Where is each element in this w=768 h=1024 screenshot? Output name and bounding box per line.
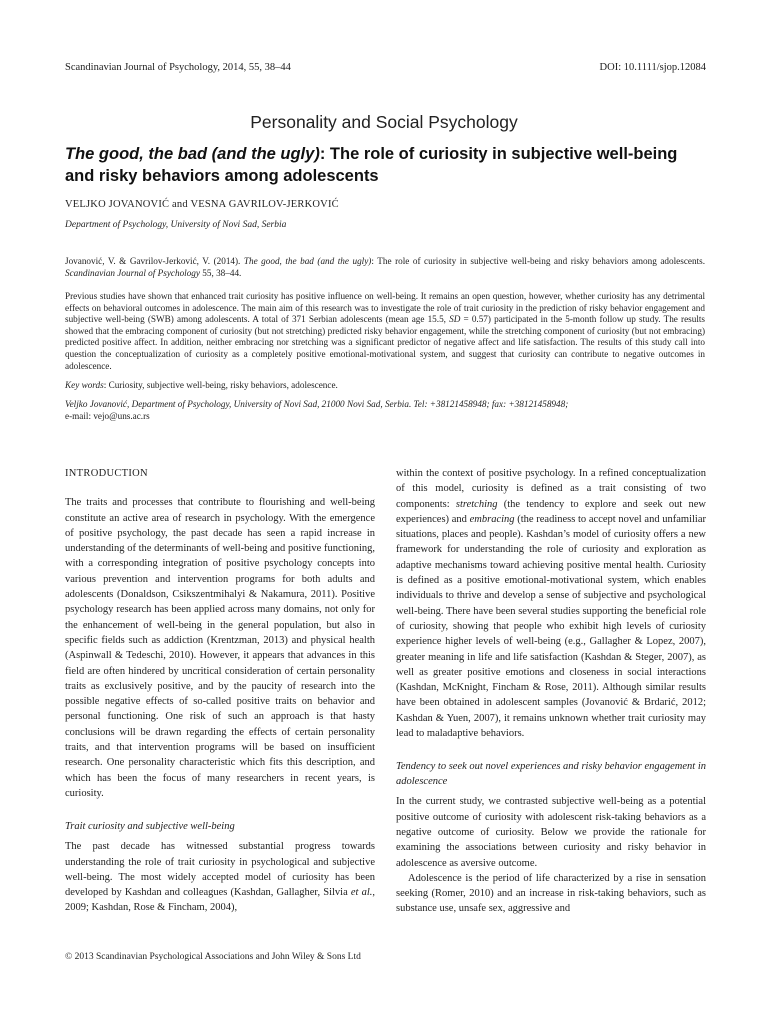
- abstract-part-2: = 0.57) participated in the 5-month follow up study. The results showed that the embracing component of curiosity (but not stretching) predicted risky behavior engagement, while the stretching component of curiosity (but not embracing) predicted positive affect. In addition, neither embracing nor stretching was a significant predictor of negative affect and life satisfaction. The results of this study call into question the conceptualization of curiosity as a completely positive emotional-motivational system, and suggest that curiosity can contribute to negative outcomes in adolescence.: [65, 314, 705, 371]
- citation-volume: 55, 38–44.: [199, 267, 242, 278]
- model-text-3: (the readiness to accept novel and unfamiliar situations, places and people). Kashdan’s model of curiosity offers a new framework for understanding the role of curiosity and exploration as adaptive mechanisms toward achieving positive mental health. Curiosity is defined as a positive emotional-motivational system, which enables individuals to thrive and develop a sense of subjective and psychological well-being. There have been several studies supporting the beneficial role of curiosity, showing that people who exhibit high levels of curiosity experience higher levels of well-being (e.g., Gallagher & Lopez, 2007), greater meaning in life and life satisfaction (Kashdan & Steger, 2007), as well as greater positive emotions and closeness in social interactions (Kashdan, McKnight, Fincham & Rose, 2011). Although similar results have been obtained in adolescent samples (Jovanović & Brdarić, 2012; Kashdan & Yuen, 2007), it remains unknown whether trait curiosity may lead to maladaptive behaviors.: [396, 513, 706, 740]
- citation-journal: Scandinavian Journal of Psychology: [65, 267, 200, 278]
- citation-block: [65, 256, 705, 279]
- affiliation: Department of Psychology, University of Novi Sad, Serbia: [65, 220, 287, 230]
- keywords-label: Key words: [65, 380, 104, 390]
- model-embracing: embracing: [469, 513, 515, 525]
- citation-authors: Jovanović, V. & Gavrilov-Jerković, V. (2014).: [65, 256, 244, 266]
- model-stretching: stretching: [455, 498, 498, 510]
- section-heading: Personality and Social Psychology: [250, 112, 518, 132]
- intro-heading: INTRODUCTION: [65, 468, 148, 479]
- article-title: [65, 143, 705, 187]
- doi-header: DOI: 10.1111/sjop.12084: [599, 62, 706, 73]
- subheading-novel-experiences: Tendency to seek out novel experiences and risky behavior engagement in adolescence: [396, 761, 706, 788]
- citation-title-rest: : The role of curiosity in subjective well-being and risky behaviors among adolescents.: [371, 256, 705, 266]
- author-1: VELJKO JOVANOVIĆ: [65, 199, 170, 210]
- author-2: VESNA GAVRILOV-JERKOVIĆ: [190, 199, 339, 210]
- title-italic-part: The good, the bad (and the ugly): [65, 145, 320, 163]
- current-study-paragraph: In the current study, we contrasted subjective well-being as a potential positive outcome of curiosity with adolescent risk-taking behaviors as a negative outcome of curiosity. Below we provide the rationale for examining the associations between curiosity and risky behavior in adolescence as aversive outcome.: [396, 796, 706, 869]
- intro-paragraph: The traits and processes that contribute to flourishing and well-being constitute an active area of research in psychology. With the emergence of positive psychology, the past decade has seen a rapid increase in understanding of the determinants of well-being and positive functioning, with a corresponding integration of positive psychology concepts into various prevention and intervention programs for both adults and adolescents (Donaldson, Csikszentmihalyi & Nakamura, 2011). Positive psychology research has been applied across many domains, not only for the enhancement of well-being in the general population, but also in specific fields such as addiction (Krentzman, 2013) and physical health (Aspinwall & Tedeschi, 2010). However, it appears that advances in this field are often hindered by uncritical consideration of certain personality traits as exclusively positive, and by the paucity of research into the possible negative effects of so-called positive traits on behavior and personal functioning. One risk of such an approach is that hasty conclusions will be drawn regarding the effects of certain personality traits, and that intervention programs will be based on insufficient research. One personality characteristic which fits this description, and which has been the focus of many researchers in recent years, is curiosity.: [65, 497, 375, 799]
- right-column: [396, 466, 706, 917]
- trait-curiosity-text-2: , 2009; Kashdan, Rose & Fincham, 2004),: [65, 887, 376, 914]
- abstract-sd: SD: [449, 314, 461, 325]
- citation-title-italic: The good, the bad (and the ugly): [243, 256, 372, 266]
- adolescence-paragraph: Adolescence is the period of life characterized by a rise in sensation seeking (Romer, 2010) and an increase in risk-taking behaviors, such as substance use, unsafe sex, aggressive and: [396, 872, 706, 915]
- abstract-part-1: Previous studies have shown that enhanced trait curiosity has positive influence on well-being. It remains an open question, however, whether curiosity has any detrimental effects on behavioral outcomes in adolescence. The main aim of this research was to investigate the role of trait curiosity in the prediction of risky behavior engagement and subjective well-being (SWB) among adolescents. A total of 371 Serbian adolescents (mean age 15.5,: [65, 291, 705, 325]
- model-text-1: within the context of positive psychology. In a refined conceptualization of this model, curiosity is defined as a trait consisting of two components:: [396, 468, 706, 510]
- trait-curiosity-etal: et al.: [350, 887, 373, 899]
- trait-curiosity-paragraph: [65, 839, 375, 915]
- correspondence-email[interactable]: e-mail: vejo@uns.ac.rs: [65, 410, 150, 421]
- correspondence-address: Veljko Jovanović, Department of Psychology, University of Novi Sad, 21000 Novi Sad, Serbia. Tel: +38121458948; fax: +38121458948;: [65, 399, 569, 409]
- keywords-text: : Curiosity, subjective well-being, risky behaviors, adolescence.: [103, 380, 338, 390]
- keywords: [65, 380, 705, 392]
- curiosity-model-paragraph: [396, 466, 706, 741]
- title-rest: : The role of curiosity in subjective well-being and risky behaviors among adolescents: [65, 145, 678, 185]
- copyright-footer: © 2013 Scandinavian Psychological Associations and John Wiley & Sons Ltd: [65, 952, 361, 962]
- subheading-trait-curiosity: Trait curiosity and subjective well-being: [65, 821, 235, 833]
- model-text-2: (the tendency to explore and seek out new experiences) and: [396, 498, 706, 525]
- correspondence: [65, 399, 705, 422]
- author-conjunction: and: [172, 199, 188, 210]
- journal-citation-header: Scandinavian Journal of Psychology, 2014, 55, 38–44: [65, 62, 291, 73]
- running-header: [65, 62, 706, 76]
- author-line: [65, 199, 339, 210]
- left-column: [65, 466, 375, 916]
- abstract: [65, 291, 705, 372]
- trait-curiosity-text-1: The past decade has witnessed substantial progress towards understanding the role of trait curiosity in psychological and subjective well-being. The most widely accepted model of curiosity has been developed by Kashdan and colleagues (Kashdan, Gallagher, Silvia: [65, 841, 375, 899]
